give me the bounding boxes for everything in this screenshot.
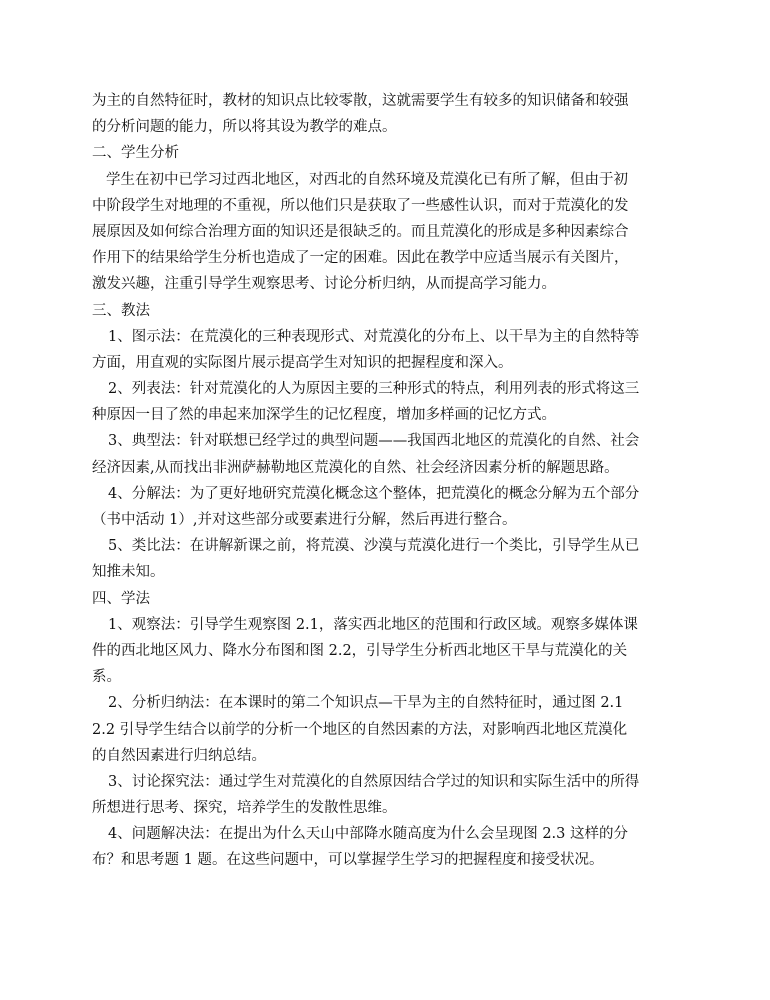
text-line: 的分析问题的能力，所以将其设为教学的难点。	[92, 119, 397, 136]
text-line: 学生在初中已学习过西北地区，对西北的自然环境及荒漠化已有所了解，但由于初	[106, 171, 628, 188]
text-line: 2、分析归纳法：在本课时的第二个知识点—干旱为主的自然特征时，通过图 2.1	[108, 695, 624, 712]
text-line: 布？和思考题 1 题。在这些问题中，可以掌握学生学习的把握程度和接受状况。	[92, 852, 604, 869]
text-line: 经济因素,从而找出非洲萨赫勒地区荒漠化的自然、社会经济因素分析的解题思路。	[92, 459, 619, 476]
text-line: 的自然因素进行归纳总结。	[92, 747, 266, 764]
text-line: 3、讨论探究法：通过学生对荒漠化的自然原因结合学过的知识和实际生活中的所得	[108, 773, 640, 790]
text-line: 系。	[92, 669, 121, 686]
text-line: 件的西北地区风力、降水分布图和图 2.2，引导学生分析西北地区干旱与荒漠化的关	[92, 642, 628, 659]
text-line: 中阶段学生对地理的不重视，所以他们只是获取了一些感性认识，而对于荒漠化的发	[92, 197, 629, 214]
text-line: 为主的自然特征时，教材的知识点比较零散，这就需要学生有较多的知识储备和较强	[92, 93, 629, 109]
text-line: 激发兴趣，注重引导学生观察思考、讨论分析归纳，从而提高学习能力。	[92, 276, 556, 293]
text-line: 4、问题解决法：在提出为什么天山中部降水随高度为什么会呈现图 2.3 这样的分	[108, 826, 629, 843]
section-heading: 二、学生分析	[92, 145, 179, 162]
text-line: 2、列表法：针对荒漠化的人为原因主要的三种形式的特点，利用列表的形式将这三	[108, 381, 640, 398]
text-line: 方面，用直观的实际图片展示提高学生对知识的把握程度和深入。	[92, 354, 513, 371]
text-line: 知推未知。	[92, 564, 165, 581]
section-heading: 四、学法	[92, 590, 150, 607]
document-body	[92, 88, 676, 874]
text-line: 3、典型法：针对联想已经学过的典型问题——我国西北地区的荒漠化的自然、社会	[108, 433, 640, 450]
text-line: 5、类比法：在讲解新课之前，将荒漠、沙漠与荒漠化进行一个类比，引导学生从已	[108, 538, 640, 555]
text-line: 2.2 引导学生结合以前学的分析一个地区的自然因素的方法，对影响西北地区荒漠化	[92, 721, 628, 738]
text-line: 作用下的结果给学生分析也造成了一定的困难。因此在教学中应适当展示有关图片，	[92, 250, 629, 267]
text-line: 展原因及如何综合治理方面的知识还是很缺乏的。而且荒漠化的形成是多种因素综合	[92, 223, 629, 240]
text-line: 4、分解法：为了更好地研究荒漠化概念这个整体，把荒漠化的概念分解为五个部分	[108, 485, 640, 502]
text-line: 1、图示法：在荒漠化的三种表现形式、对荒漠化的分布上、以干旱为主的自然特等	[108, 328, 640, 345]
text-line: （书中活动 1）,并对这些部分或要素进行分解，然后再进行整合。	[92, 512, 517, 528]
text-line: 1、观察法：引导学生观察图 2.1，落实西北地区的范围和行政区域。观察多媒体课	[108, 616, 638, 633]
section-heading: 三、教法	[92, 302, 150, 319]
text-line: 所想进行思考、探究，培养学生的发散性思维。	[92, 800, 397, 817]
text-line: 种原因一目了然的串起来加深学生的记忆程度，增加多样画的记忆方式。	[92, 407, 556, 424]
